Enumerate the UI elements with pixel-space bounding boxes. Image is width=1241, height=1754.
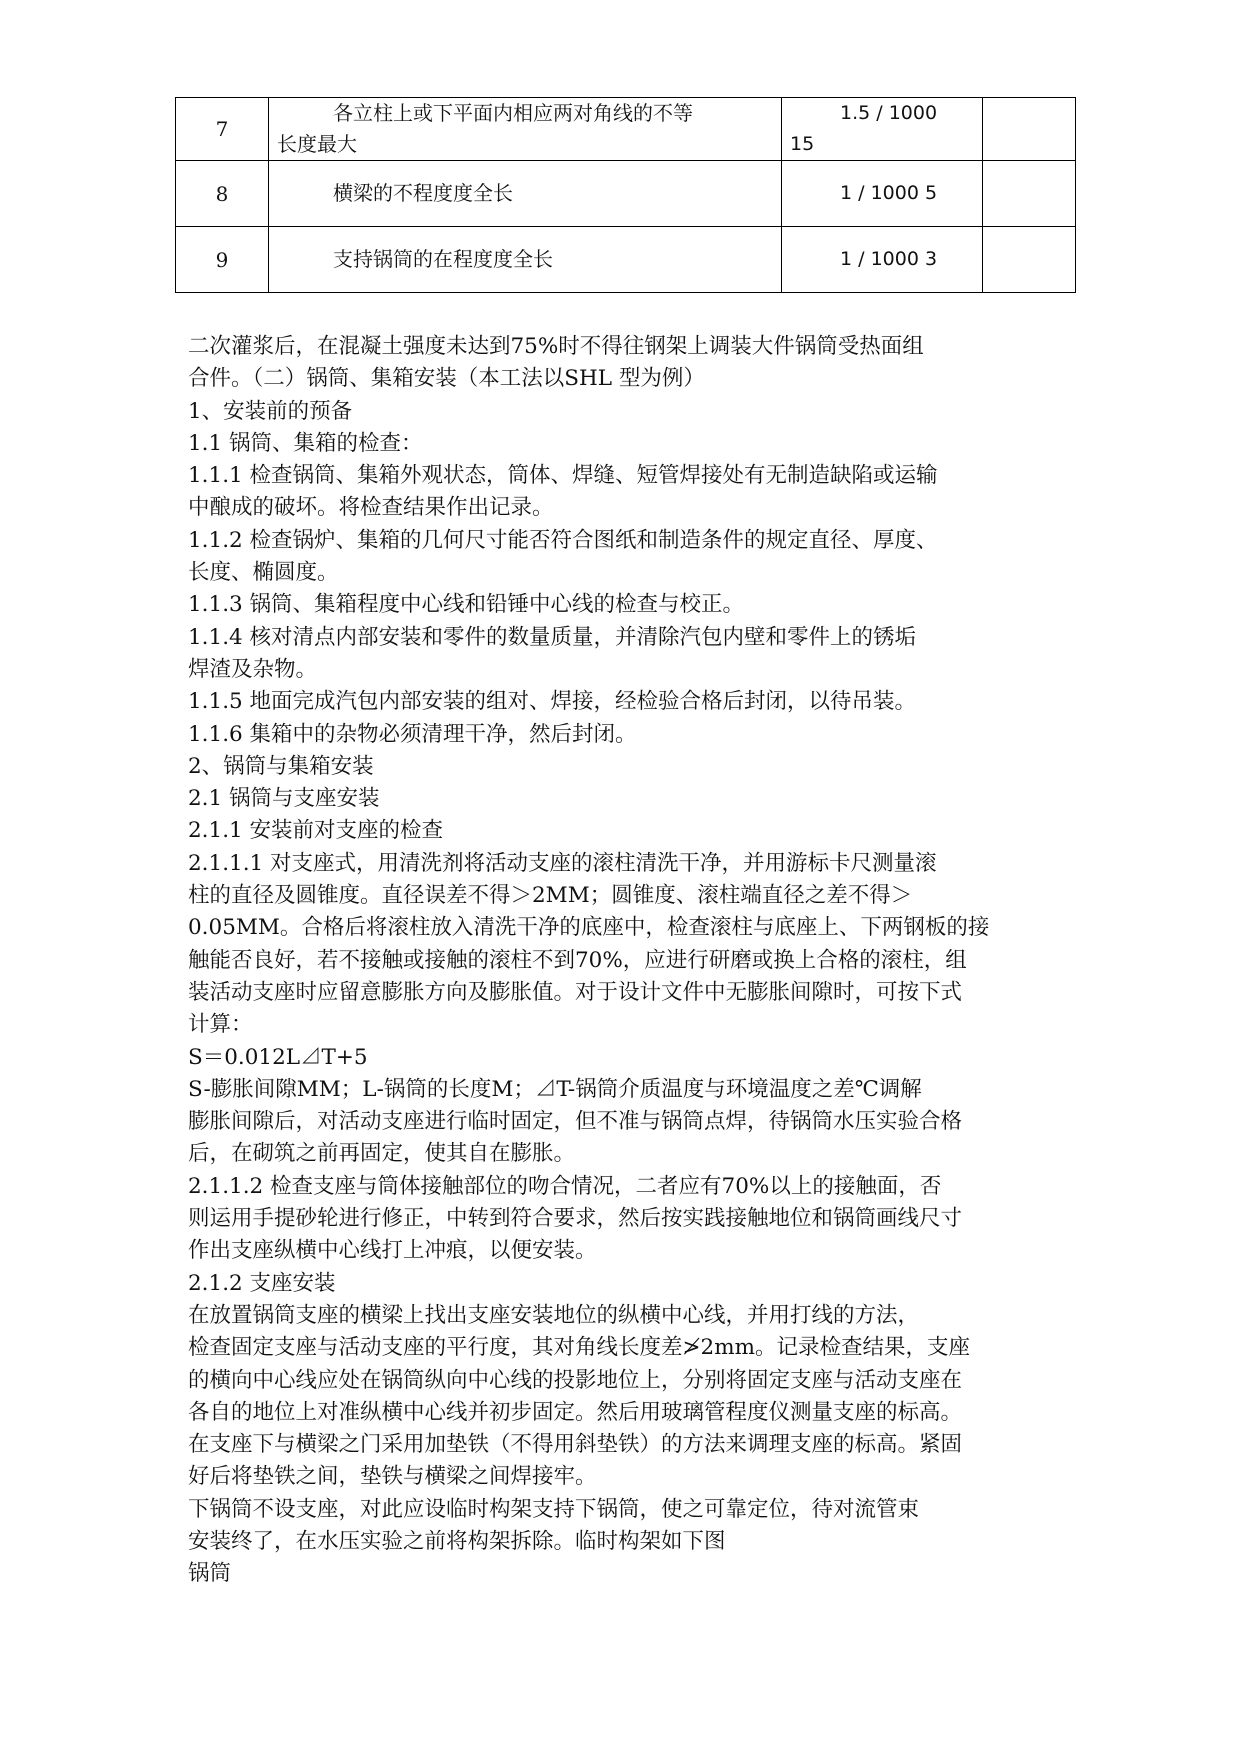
paragraph-line: 柱的直径及圆锥度。直径误差不得＞2MM；圆锥度、滚柱端直径之差不得＞ (188, 883, 913, 909)
row-value: 1 / 1000 3 (782, 227, 983, 293)
paragraph-line: 焊渣及杂物。 (188, 656, 318, 682)
paragraph-line: 1.1 锅筒、集箱的检查： (188, 430, 423, 456)
tolerance-table (175, 97, 1076, 293)
paragraph-line: 检查固定支座与活动支座的平行度，其对角线长度差≯2mm。记录检查结果，支座 (188, 1335, 970, 1361)
paragraph-line: 在放置锅筒支座的横梁上找出支座安装地位的纵横中心线，并用打线的方法， (188, 1302, 920, 1328)
row-item (269, 161, 782, 227)
paragraph-line: 1.1.3 锅筒、集箱程度中心线和铅锤中心线的检查与校正。 (188, 592, 745, 618)
row-item (269, 227, 782, 293)
row-item-line: 横梁的不程度度全长 (333, 181, 513, 205)
row-item (269, 98, 782, 161)
section-heading: 2、锅筒与集箱安装 (188, 753, 374, 779)
paragraph-line: 触能否良好，若不接触或接触的滚柱不到70%，应进行研磨或换上合格的滚柱，组 (188, 947, 967, 973)
row-extra (983, 161, 1076, 227)
paragraph-line: 后，在砌筑之前再固定，使其自在膨胀。 (188, 1141, 576, 1167)
row-value: 1 / 1000 5 (782, 161, 983, 227)
paragraph-line: S-膨胀间隙MM；L-锅筒的长度M；⊿T-锅筒介质温度与环境温度之差℃调解 (188, 1076, 922, 1102)
paragraph-line: 2.1.1 安装前对支座的检查 (188, 818, 444, 844)
row-number: 8 (176, 161, 269, 227)
paragraph-line: 计算： (188, 1012, 253, 1038)
row-item-line: 长度最大 (277, 132, 357, 156)
row-value-line: 15 (790, 133, 815, 155)
paragraph-line: 2.1.2 支座安装 (188, 1270, 336, 1296)
row-value-line: 1.5 / 1000 (840, 102, 938, 124)
paragraph-line: 二次灌浆后，在混凝土强度未达到75%时不得往钢架上调装大件锅筒受热面组 (188, 334, 924, 359)
row-number: 9 (176, 227, 269, 293)
row-number: 7 (176, 98, 269, 161)
paragraph-line: 2.1.1.2 检查支座与筒体接触部位的吻合情况，二者应有70%以上的接触面，否 (188, 1173, 942, 1199)
table-row (176, 161, 1076, 227)
paragraph-line: 下锅筒不设支座，对此应设临时构架支持下锅筒，使之可靠定位，待对流管束 (188, 1496, 920, 1522)
body-text (188, 331, 1070, 1591)
paragraph-line: 好后将垫铁之间，垫铁与横梁之间焊接牢。 (188, 1464, 597, 1490)
section-heading: 2.1 锅筒与支座安装 (188, 786, 380, 812)
formula-line: S＝0.012L⊿T+5 (188, 1044, 368, 1070)
paragraph-line: 的横向中心线应处在锅筒纵向中心线的投影地位上，分别将固定支座与活动支座在 (188, 1367, 963, 1393)
paragraph-line: 1.1.2 检查锅炉、集箱的几何尺寸能否符合图纸和制造条件的规定直径、厚度、 (188, 527, 938, 553)
row-item-line: 各立柱上或下平面内相应两对角线的不等 (333, 101, 693, 125)
table-row (176, 98, 1076, 161)
paragraph-line: 在支座下与横梁之门采用加垫铁（不得用斜垫铁）的方法来调理支座的标高。紧固 (188, 1432, 963, 1458)
paragraph-line: 则运用手提砂轮进行修正，中转到符合要求，然后按实践接触地位和锅筒画线尺寸 (188, 1206, 963, 1232)
paragraph-line: 1.1.6 集箱中的杂物必须清理干净，然后封闭。 (188, 721, 637, 747)
row-extra (983, 98, 1076, 161)
paragraph-line: 1、安装前的预备 (188, 398, 353, 424)
paragraph-line: 各自的地位上对准纵横中心线并初步固定。然后用玻璃管程度仪测量支座的标高。 (188, 1399, 963, 1425)
paragraph-line: 合件。（二）锅筒、集箱安装（本工法以SHL 型为例） (188, 366, 705, 392)
table-row (176, 227, 1076, 293)
paragraph-line: 1.1.1 检查锅筒、集箱外观状态，筒体、焊缝、短管焊接处有无制造缺陷或运输 (188, 463, 938, 489)
paragraph-line: 装活动支座时应留意膨胀方向及膨胀值。对于设计文件中无膨胀间隙时，可按下式 (188, 979, 963, 1005)
paragraph-line: 中酿成的破坏。将检查结果作出记录。 (188, 495, 554, 521)
row-item-line: 支持锅筒的在程度度全长 (333, 247, 553, 271)
paragraph-line: 0.05MM。合格后将滚柱放入清洗干净的底座中，检查滚柱与底座上、下两钢板的接 (188, 915, 990, 941)
row-value (782, 98, 983, 161)
paragraph-line: 长度、椭圆度。 (188, 560, 339, 586)
paragraph-line: 2.1.1.1 对支座式，用清洗剂将活动支座的滚柱清洗干净，并用游标卡尺测量滚 (188, 850, 937, 876)
paragraph-line: 1.1.4 核对清点内部安装和零件的数量质量，并清除汽包内壁和零件上的锈垢 (188, 624, 917, 650)
paragraph-line: 安装终了，在水压实验之前将构架拆除。临时构架如下图 (188, 1528, 726, 1554)
paragraph-line: 膨胀间隙后，对活动支座进行临时固定，但不准与锅筒点焊，待锅筒水压实验合格 (188, 1109, 963, 1135)
paragraph-line: 锅筒 (188, 1561, 232, 1587)
paragraph-line: 1.1.5 地面完成汽包内部安装的组对、焊接，经检验合格后封闭，以待吊装。 (188, 689, 917, 715)
paragraph-line: 作出支座纵横中心线打上冲痕，以便安装。 (188, 1238, 597, 1264)
row-extra (983, 227, 1076, 293)
